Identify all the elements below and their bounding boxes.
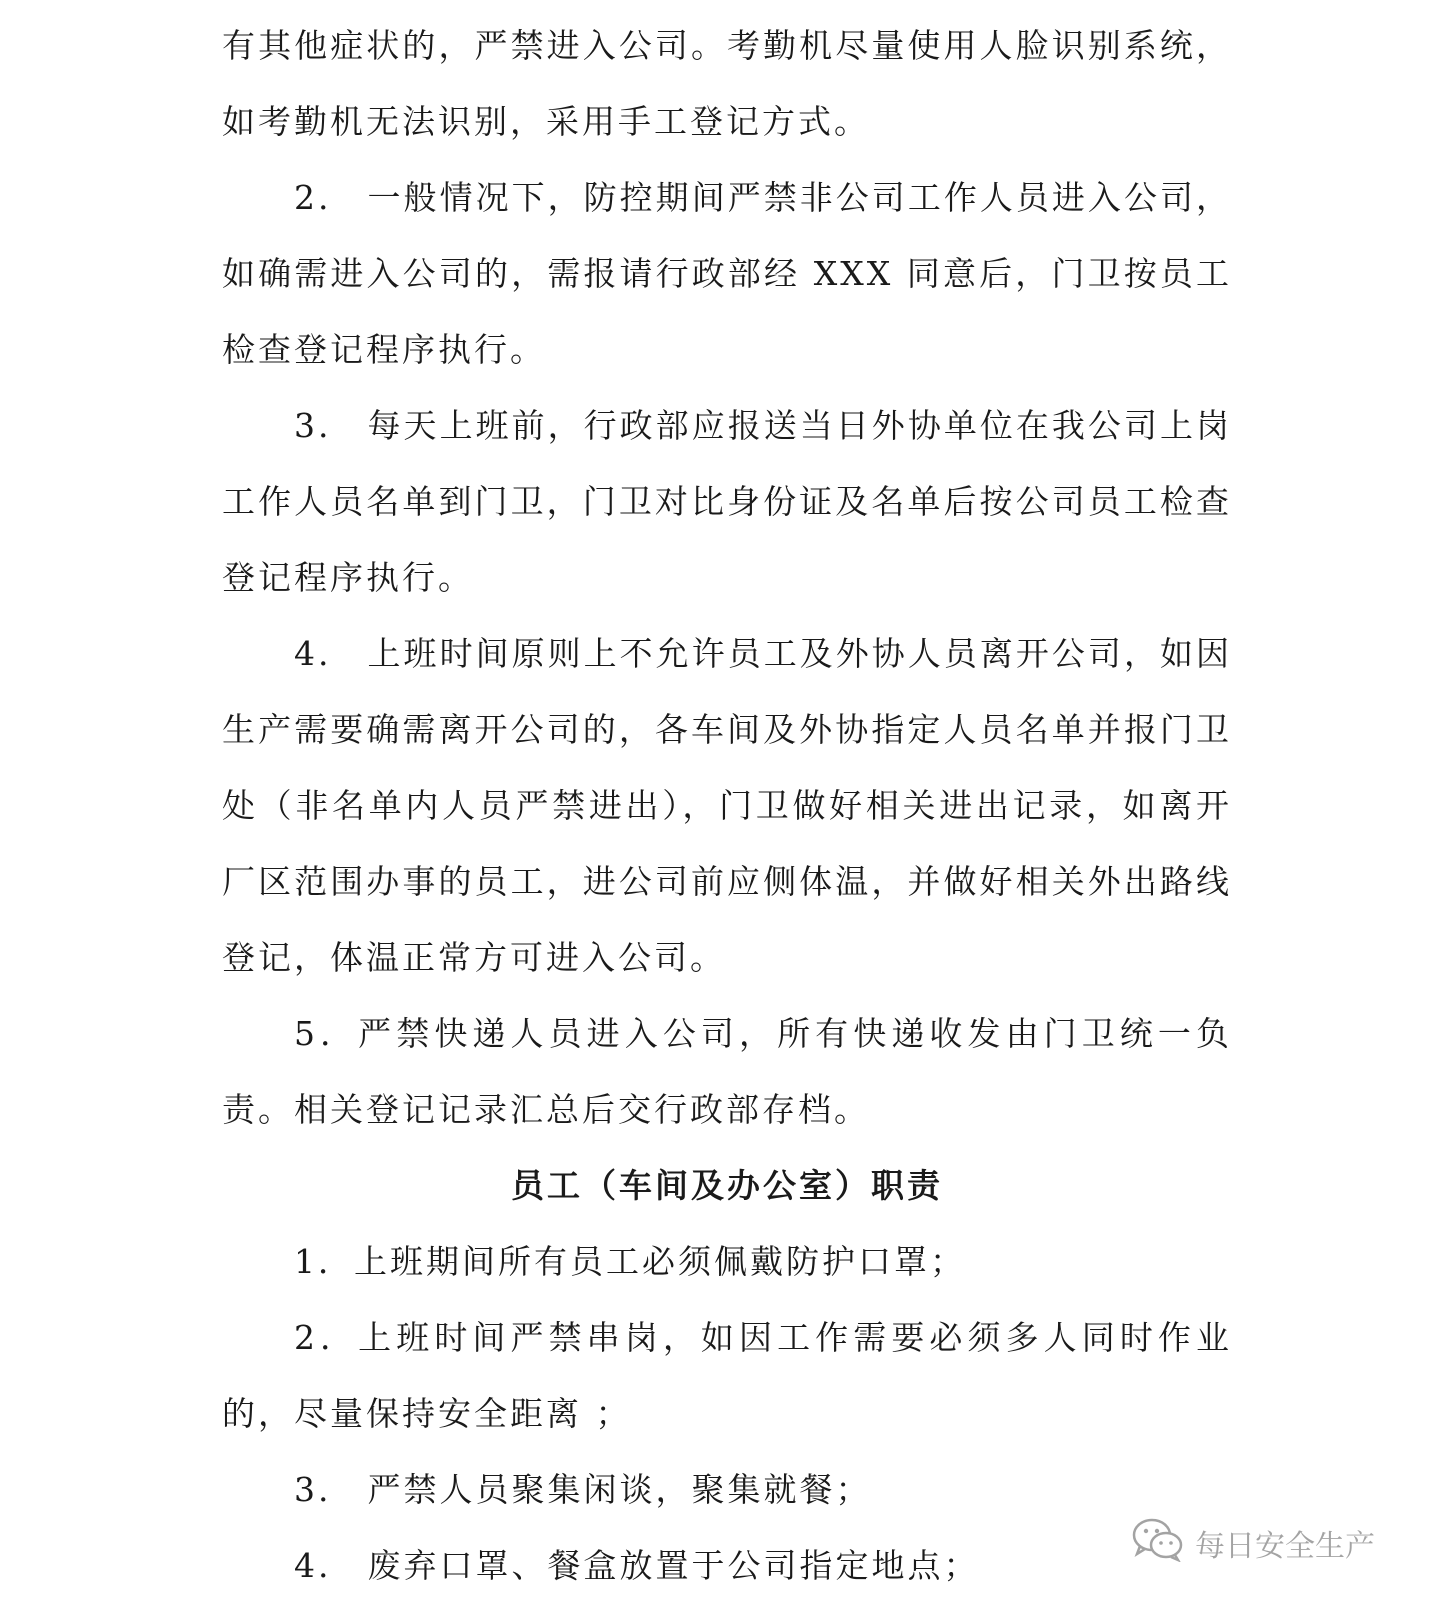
paragraph-item-3-contractors: 3. 每天上班前，行政部应报送当日外协单位在我公司上岗工作人员名单到门卫，门卫对比身份证及名单后按公司员工检查登记程序执行。 xyxy=(222,406,1232,597)
paragraph-item-4-leaving: 4. 上班时间原则上不允许员工及外协人员离开公司，如因生产需要确需离开公司的，各车间及外协指定人员名单并报门卫处（非名单内人员严禁进出），门卫做好相关进出记录，如离开厂区范围办事的员工，进公司前应侧体温，并做好相关外出路线登记，体温正常方可进入公司。 xyxy=(222,634,1232,977)
watermark xyxy=(1131,1516,1375,1570)
duty-item-1: 1．上班期间所有员工必须佩戴防护口罩； xyxy=(294,1242,966,1281)
section-heading: 员工（车间及办公室）职责 xyxy=(511,1166,943,1205)
duty-item-3: 3. 严禁人员聚集闲谈，聚集就餐； xyxy=(294,1470,872,1509)
watermark-text: 每日安全生产 xyxy=(1195,1529,1375,1564)
paragraph-item-2-visitors: 2. 一般情况下，防控期间严禁非公司工作人员进入公司，如确需进入公司的，需报请行政部经 XXX 同意后，门卫按员工检查登记程序执行。 xyxy=(222,178,1232,369)
paragraph-item-5-couriers: 5．严禁快递人员进入公司，所有快递收发由门卫统一负责。相关登记记录汇总后交行政部存档。 xyxy=(222,1014,1232,1129)
duty-item-4: 4. 废弃口罩、餐盒放置于公司指定地点； xyxy=(294,1546,980,1585)
wechat-icon xyxy=(1131,1516,1185,1570)
duty-item-2: 2．上班时间严禁串岗，如因工作需要必须多人同时作业的，尽量保持安全距离 ； xyxy=(222,1318,1232,1433)
document-page xyxy=(222,8,1232,1604)
paragraph-attendance: 有其他症状的，严禁进入公司。考勤机尽量使用人脸识别系统，如考勤机无法识别，采用手工登记方式。 xyxy=(222,26,1232,141)
